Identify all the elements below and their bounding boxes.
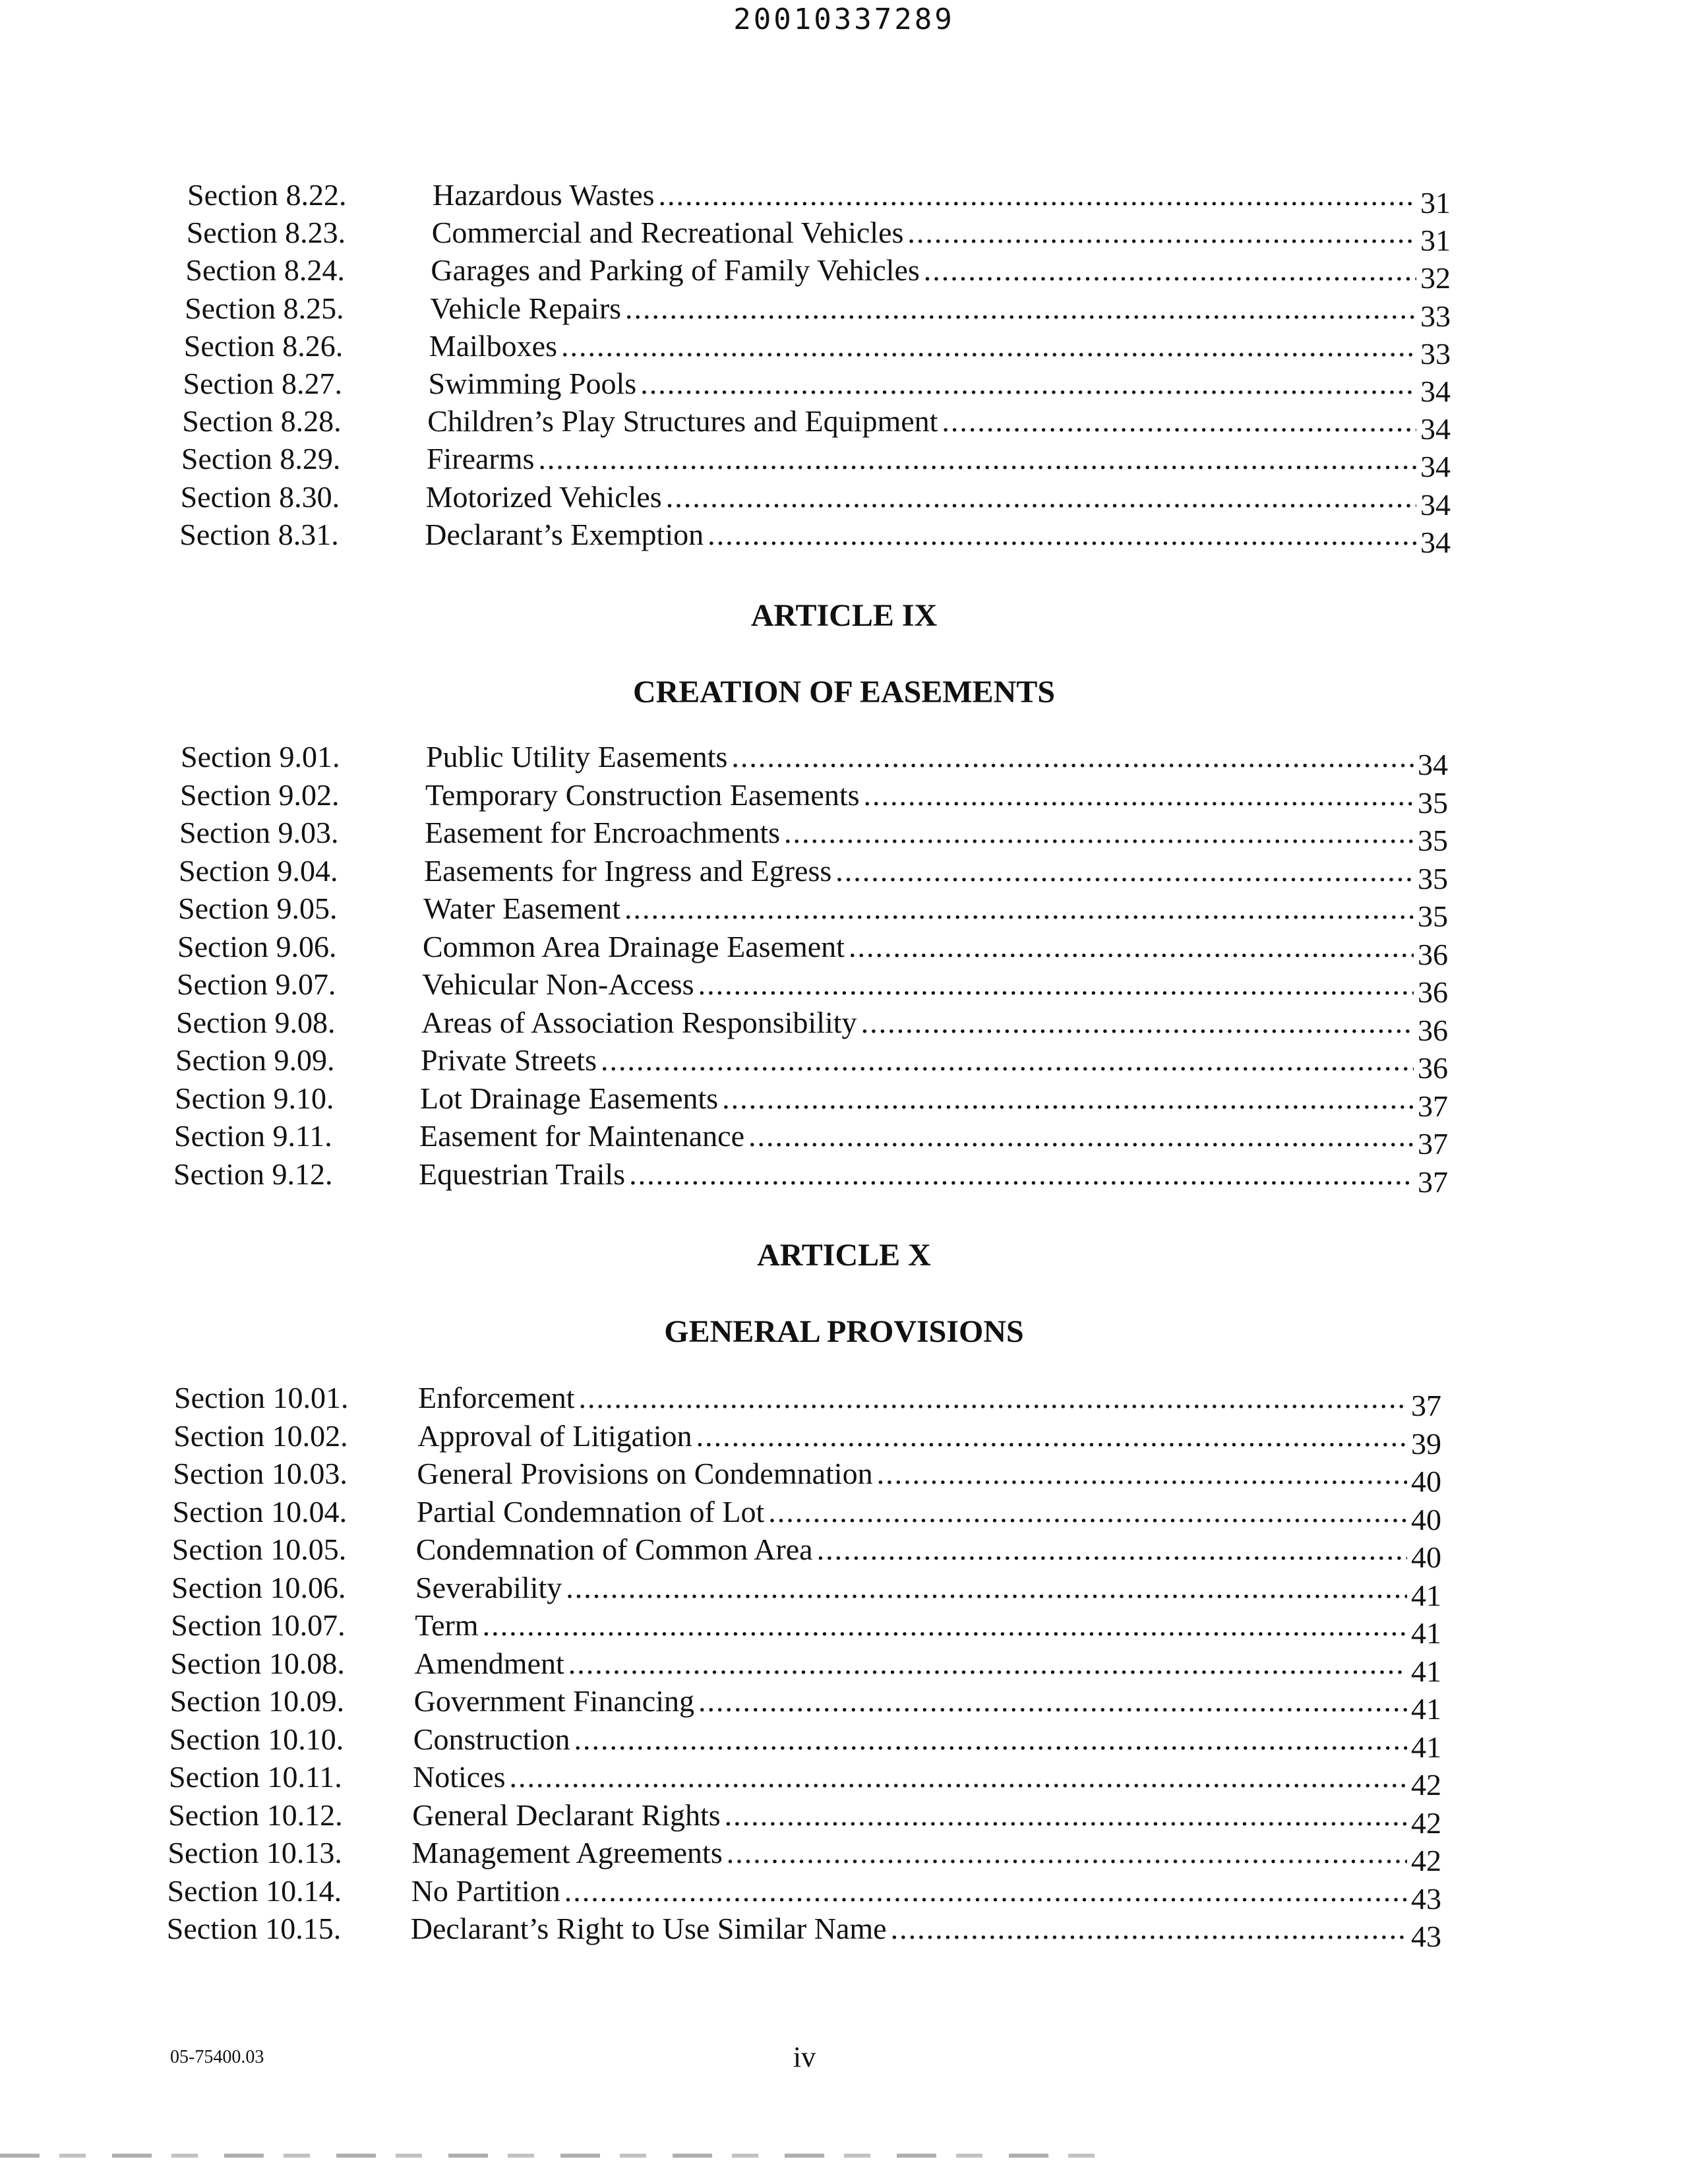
toc-entry — [425, 814, 1448, 857]
section-number: Section 9.11. — [174, 1119, 332, 1153]
toc-entry — [415, 1569, 1441, 1612]
dot-leader — [835, 853, 1414, 890]
section-title: Commercial and Recreational Vehicles — [431, 216, 904, 250]
toc-row — [0, 1494, 1688, 1536]
dot-leader — [666, 479, 1416, 516]
toc-row — [0, 177, 1688, 220]
toc-entry — [421, 1042, 1448, 1085]
document-number: 20010337289 — [733, 3, 955, 36]
section-page: 35 — [1418, 861, 1448, 895]
dot-leader — [564, 1873, 1407, 1910]
section-page: 37 — [1411, 1389, 1441, 1422]
section-number: Section 10.02. — [173, 1418, 348, 1453]
dot-leader — [768, 1494, 1407, 1531]
toc-row — [0, 252, 1688, 295]
toc-entry — [419, 1156, 1448, 1199]
section-number: Section 8.24. — [185, 253, 345, 288]
section-title: General Provisions on Condemnation — [417, 1457, 873, 1490]
section-title: Notices — [413, 1760, 506, 1794]
toc-row — [0, 1118, 1688, 1161]
toc-entry — [433, 177, 1451, 220]
toc-row — [0, 1418, 1688, 1461]
section-page: 34 — [1420, 375, 1451, 408]
toc-row — [0, 890, 1688, 933]
section-page: 41 — [1410, 1616, 1441, 1650]
dot-leader — [566, 1569, 1407, 1606]
section-number: Section 10.03. — [173, 1457, 347, 1490]
dot-leader — [731, 739, 1414, 775]
toc-entry — [425, 516, 1451, 559]
dot-leader — [708, 516, 1416, 553]
section-number: Section 10.15. — [166, 1912, 342, 1945]
dot-leader — [784, 814, 1414, 851]
section-page: 43 — [1410, 1881, 1441, 1916]
section-number: Section 9.12. — [173, 1157, 333, 1191]
section-page: 37 — [1418, 1127, 1448, 1161]
section-title: Term — [415, 1608, 479, 1642]
section-page: 37 — [1418, 1089, 1448, 1123]
toc-entry — [424, 853, 1448, 895]
toc-row — [0, 739, 1688, 781]
toc-entry — [428, 365, 1451, 408]
section-title: Construction — [413, 1722, 570, 1756]
toc-entry — [425, 479, 1451, 522]
section-number: Section 9.07. — [177, 967, 336, 1001]
dot-leader — [601, 1042, 1414, 1079]
toc-row — [0, 777, 1688, 820]
section-number: Section 8.28. — [182, 404, 342, 439]
section-title: Lot Drainage Easements — [420, 1081, 719, 1115]
toc-row — [0, 1835, 1688, 1877]
toc-row — [0, 479, 1688, 522]
toc-row — [0, 1873, 1688, 1916]
section-page: 40 — [1410, 1502, 1441, 1536]
section-number: Section 9.02. — [180, 777, 340, 812]
dot-leader — [861, 1004, 1414, 1041]
section-page: 31 — [1420, 186, 1451, 220]
section-number: Section 10.09. — [169, 1684, 345, 1718]
toc-row — [0, 365, 1688, 408]
section-page: 34 — [1418, 748, 1448, 781]
toc-entry — [421, 1004, 1448, 1047]
toc-row — [0, 1910, 1688, 1953]
section-page: 36 — [1418, 937, 1448, 971]
section-title: Enforcement — [418, 1381, 575, 1414]
section-number: Section 10.05. — [171, 1532, 347, 1566]
article-ix-title: CREATION OF EASEMENTS — [632, 675, 1056, 710]
section-page: 35 — [1418, 899, 1448, 933]
section-page: 40 — [1410, 1465, 1441, 1498]
section-title: No Partition — [411, 1873, 560, 1908]
toc-entry — [413, 1683, 1441, 1726]
section-title: Swimming Pools — [428, 367, 637, 400]
section-page: 36 — [1418, 1051, 1448, 1085]
section-number: Section 10.06. — [171, 1570, 346, 1604]
dot-leader — [624, 890, 1414, 927]
section-number: Section 9.05. — [178, 892, 338, 925]
toc-row — [0, 1042, 1688, 1085]
section-page: 32 — [1420, 261, 1451, 295]
toc-entry — [417, 1418, 1441, 1461]
toc-row — [0, 1721, 1688, 1764]
dot-leader — [727, 1835, 1407, 1871]
document-code: 05-75400.03 — [170, 2047, 264, 2067]
dot-leader — [748, 1118, 1414, 1155]
section-page: 36 — [1418, 975, 1448, 1009]
section-title: Motorized Vehicles — [425, 479, 662, 514]
toc-entry — [431, 252, 1451, 295]
dot-leader — [907, 214, 1416, 251]
section-title: Management Agreements — [411, 1836, 723, 1869]
section-title: Declarant’s Right to Use Similar Name — [410, 1912, 887, 1945]
dot-leader — [483, 1607, 1407, 1644]
section-title: Severability — [415, 1570, 562, 1604]
dot-leader — [698, 966, 1414, 1003]
section-number: Section 8.30. — [180, 479, 340, 514]
section-page: 42 — [1410, 1805, 1441, 1840]
toc-row — [0, 1607, 1688, 1650]
section-title: Public Utility Easements — [426, 740, 728, 774]
section-page: 41 — [1410, 1654, 1441, 1688]
section-page: 34 — [1420, 525, 1451, 559]
dot-leader — [725, 1797, 1407, 1834]
toc-row — [0, 1759, 1688, 1802]
toc-entry — [430, 290, 1451, 333]
section-title: Vehicle Repairs — [430, 291, 622, 325]
toc-entry — [413, 1759, 1441, 1802]
dot-leader — [561, 328, 1416, 365]
section-number: Section 8.27. — [183, 367, 342, 400]
section-title: Hazardous Wastes — [433, 178, 655, 212]
section-number: Section 10.10. — [169, 1722, 344, 1756]
section-title: Areas of Association Responsibility — [421, 1005, 857, 1039]
toc-entry — [417, 1455, 1441, 1498]
dot-leader — [722, 1080, 1414, 1117]
toc-row — [0, 1569, 1688, 1612]
section-page: 36 — [1418, 1013, 1448, 1047]
toc-row — [0, 1797, 1688, 1840]
toc-entry — [431, 214, 1451, 258]
toc-row — [0, 516, 1688, 559]
section-number: Section 10.01. — [174, 1381, 349, 1414]
section-page: 33 — [1420, 336, 1451, 371]
toc-row — [0, 1531, 1688, 1574]
section-page: 42 — [1411, 1768, 1441, 1802]
toc-row — [0, 966, 1688, 1009]
section-number: Section 8.22. — [187, 178, 347, 212]
section-number: Section 8.23. — [186, 216, 346, 250]
article-ix-label: ARTICLE IX — [750, 598, 938, 633]
section-title: Amendment — [414, 1646, 564, 1680]
toc-entry — [415, 1531, 1441, 1574]
dot-leader — [817, 1531, 1407, 1568]
toc-row — [0, 403, 1688, 446]
dot-leader — [698, 1683, 1407, 1720]
section-number: Section 8.25. — [185, 291, 344, 325]
section-number: Section 8.26. — [183, 328, 344, 363]
toc-row — [0, 1004, 1688, 1047]
section-page: 42 — [1410, 1844, 1441, 1877]
toc-row — [0, 814, 1688, 857]
section-number: Section 9.04. — [179, 853, 338, 888]
section-title: Equestrian Trails — [419, 1157, 626, 1191]
section-number: Section 10.04. — [172, 1494, 347, 1529]
section-title: Firearms — [426, 442, 535, 476]
toc-row — [0, 1080, 1688, 1123]
toc-entry — [426, 440, 1451, 484]
toc-row — [0, 1455, 1688, 1498]
scan-artifact-line — [0, 2154, 1095, 2158]
toc-entry — [411, 1835, 1441, 1877]
toc-entry — [423, 928, 1448, 971]
section-number: Section 9.06. — [177, 929, 337, 963]
toc-row — [0, 1380, 1688, 1422]
dot-leader — [629, 1156, 1414, 1193]
toc-entry — [410, 1910, 1441, 1953]
dot-leader — [696, 1418, 1407, 1455]
dot-leader — [891, 1910, 1407, 1947]
section-number: Section 8.29. — [181, 442, 341, 476]
section-number: Section 10.11. — [169, 1760, 342, 1794]
toc-row — [0, 440, 1688, 484]
section-page: 43 — [1410, 1920, 1441, 1953]
section-title: Temporary Construction Easements — [425, 777, 860, 812]
toc-row — [0, 853, 1688, 895]
toc-entry — [416, 1494, 1441, 1536]
dot-leader — [942, 403, 1416, 440]
article-x-label: ARTICLE X — [757, 1238, 931, 1273]
section-title: Vehicular Non-Access — [422, 967, 694, 1001]
toc-entry — [422, 966, 1448, 1009]
section-title: Approval of Litigation — [417, 1418, 692, 1453]
toc-entry — [411, 1873, 1441, 1916]
section-title: Declarant’s Exemption — [425, 517, 704, 551]
toc-row — [0, 1683, 1688, 1726]
dot-leader — [877, 1455, 1407, 1492]
dot-leader — [538, 440, 1416, 477]
dot-leader — [574, 1721, 1407, 1758]
dot-leader — [579, 1380, 1407, 1416]
section-page: 34 — [1420, 412, 1451, 446]
toc-entry — [418, 1380, 1441, 1422]
toc-entry — [412, 1797, 1441, 1840]
section-title: Water Easement — [423, 892, 620, 925]
toc-row — [0, 928, 1688, 971]
dot-leader — [659, 177, 1416, 214]
toc-entry — [415, 1607, 1441, 1650]
section-page: 40 — [1410, 1540, 1441, 1574]
article-x-title: GENERAL PROVISIONS — [664, 1314, 1024, 1349]
section-page: 35 — [1418, 824, 1448, 857]
toc-row — [0, 214, 1688, 258]
section-number: Section 9.08. — [176, 1005, 336, 1039]
toc-entry — [426, 739, 1448, 781]
section-number: Section 9.10. — [175, 1081, 334, 1115]
section-page: 39 — [1410, 1426, 1441, 1461]
section-page: 41 — [1410, 1730, 1441, 1764]
dot-leader — [568, 1645, 1407, 1682]
toc-entry — [420, 1080, 1448, 1123]
toc-row — [0, 1156, 1688, 1199]
section-title: General Declarant Rights — [412, 1798, 721, 1832]
section-title: Garages and Parking of Family Vehicles — [431, 253, 920, 288]
section-number: Section 9.09. — [175, 1043, 335, 1077]
section-number: Section 10.13. — [167, 1836, 342, 1869]
section-title: Government Financing — [413, 1684, 695, 1718]
section-title: Easement for Maintenance — [419, 1119, 744, 1153]
toc-row — [0, 1645, 1688, 1688]
section-page: 41 — [1411, 1578, 1441, 1612]
dot-leader — [924, 252, 1416, 289]
section-title: Condemnation of Common Area — [415, 1532, 813, 1566]
section-page: 34 — [1420, 487, 1451, 522]
toc-entry — [413, 1721, 1441, 1764]
section-number: Section 8.31. — [179, 517, 339, 551]
section-page: 31 — [1420, 224, 1451, 258]
toc-entry — [423, 890, 1448, 933]
toc-entry — [427, 403, 1451, 446]
dot-leader — [849, 928, 1414, 965]
section-title: Mailboxes — [429, 328, 557, 363]
page-number: iv — [793, 2041, 816, 2073]
dot-leader — [640, 365, 1416, 402]
dot-leader — [625, 290, 1416, 327]
section-number: Section 10.12. — [168, 1798, 343, 1832]
section-title: Easement for Encroachments — [425, 816, 780, 849]
toc-entry — [419, 1118, 1448, 1161]
section-number: Section 9.03. — [179, 816, 339, 849]
section-page: 35 — [1418, 785, 1448, 820]
toc-entry — [429, 328, 1451, 371]
section-number: Section 10.07. — [171, 1608, 346, 1642]
toc-entry — [425, 777, 1448, 820]
section-number: Section 10.14. — [167, 1873, 342, 1908]
section-page: 34 — [1420, 450, 1451, 484]
section-number: Section 9.01. — [181, 740, 340, 774]
section-title: Common Area Drainage Easement — [423, 929, 845, 963]
dot-leader — [510, 1759, 1407, 1796]
dot-leader — [864, 777, 1414, 814]
section-title: Easements for Ingress and Egress — [424, 853, 832, 888]
section-page: 37 — [1418, 1165, 1448, 1199]
section-number: Section 10.08. — [170, 1646, 345, 1680]
section-page: 41 — [1410, 1692, 1441, 1726]
toc-row — [0, 290, 1688, 333]
toc-entry — [414, 1645, 1441, 1688]
section-page: 33 — [1420, 299, 1451, 333]
section-title: Private Streets — [421, 1043, 597, 1077]
section-title: Partial Condemnation of Lot — [416, 1494, 765, 1529]
section-title: Children’s Play Structures and Equipment — [427, 404, 938, 439]
toc-row — [0, 328, 1688, 371]
